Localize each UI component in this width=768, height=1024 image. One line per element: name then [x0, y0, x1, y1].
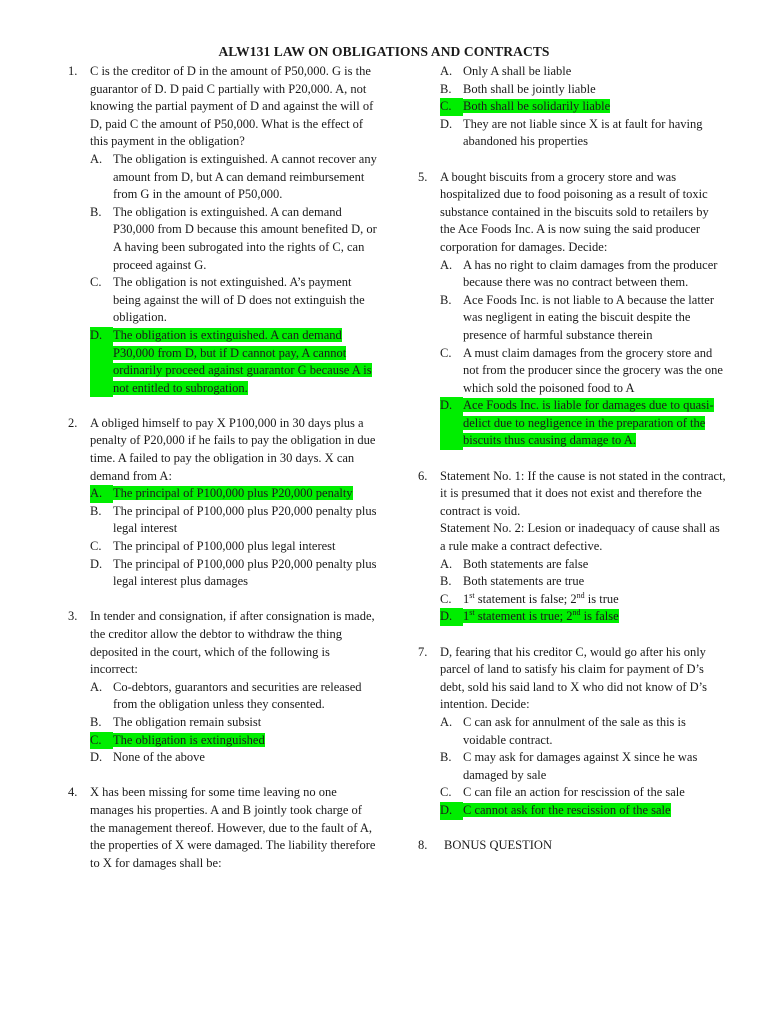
- option-a: [440, 556, 726, 574]
- option-text: The obligation remain subsist: [113, 714, 262, 729]
- option-text: C can file an action for rescission of the sale: [463, 785, 685, 800]
- option-text: [113, 732, 265, 750]
- option-d-correct: [440, 608, 726, 626]
- question-stem: C is the creditor of D in the amount of P50,000. G is the guarantor of D. D paid C partially with P20,000. A, not knowing the partial payment of D and against the will of D, paid C the amount of P50,000. What is the effect of this payment in the obligation?: [90, 64, 374, 149]
- option-text: The principal of P100,000 plus P20,000 penalty plus legal interest: [113, 503, 377, 536]
- option-d-correct: [440, 397, 726, 450]
- option-letter: D.: [90, 556, 103, 571]
- question-number: 1.: [68, 64, 78, 78]
- question-6: [418, 468, 726, 626]
- option-b: [440, 573, 726, 591]
- option-letter: C.: [440, 591, 452, 606]
- question-4: [68, 784, 378, 872]
- option-letter: B.: [440, 750, 452, 765]
- option-text: 1st statement is false; 2nd is true: [463, 590, 619, 606]
- question-number: 3.: [68, 609, 78, 624]
- option-letter: D.: [440, 802, 463, 820]
- question-3: [68, 608, 378, 766]
- option-b: [90, 714, 378, 732]
- option-letter: A.: [440, 257, 453, 272]
- question-number: 6.: [418, 468, 428, 483]
- highlighted-answer: 1st statement is true; 2nd is false: [463, 608, 619, 624]
- option-text: [113, 485, 353, 503]
- option-text: The principal of P100,000 plus P20,000 penalty plus legal interest plus damages: [113, 556, 377, 589]
- option-text: [463, 397, 726, 450]
- question-1: [68, 63, 378, 397]
- option-text: The obligation is extinguished. A can demand P30,000 from D because this amount benefited D, or A having been subrogated into the rights of C, can proceed against G.: [113, 204, 377, 272]
- option-letter: C.: [90, 539, 102, 554]
- option-letter: A.: [440, 556, 453, 571]
- option-letter: A.: [90, 679, 103, 694]
- option-c: [440, 345, 726, 398]
- option-text: [463, 98, 610, 116]
- option-d-correct: [90, 327, 378, 397]
- option-d: [90, 749, 378, 767]
- option-text: Both shall be jointly liable: [463, 81, 596, 96]
- option-c: [440, 784, 726, 802]
- highlighted-answer: The principal of P100,000 plus P20,000 penalty: [113, 486, 353, 501]
- left-column: [68, 63, 378, 872]
- option-text: Ace Foods Inc. is not liable to A because the latter was negligent in eating the biscuit despite the presence of harmful substance therein: [463, 292, 714, 342]
- option-letter: A.: [90, 485, 113, 503]
- option-b: [90, 503, 378, 538]
- option-letter: B.: [440, 81, 452, 96]
- option-text: C can ask for annulment of the sale as this is voidable contract.: [463, 714, 686, 747]
- option-letter: C.: [90, 732, 113, 750]
- option-letter: B.: [90, 204, 102, 219]
- question-number: 8.: [418, 838, 428, 853]
- question-number: 4.: [68, 785, 78, 800]
- option-letter: B.: [440, 574, 452, 589]
- option-text: Both statements are false: [463, 556, 589, 571]
- option-b: [440, 749, 726, 784]
- option-text: A must claim damages from the grocery store and not from the producer since the grocery was the one which sold the poisoned food to A: [463, 345, 723, 395]
- option-d: [440, 116, 726, 151]
- option-letter: D.: [440, 116, 453, 131]
- option-b: [440, 81, 726, 99]
- question-stem: Statement No. 1: If the cause is not stated in the contract, it is presumed that it does not exist and therefore the contract is void.: [440, 468, 726, 518]
- right-column: [418, 63, 726, 855]
- option-text: [463, 608, 619, 626]
- highlighted-answer: C cannot ask for the rescission of the sale: [463, 802, 671, 817]
- highlighted-answer: The obligation is extinguished: [113, 732, 265, 747]
- question-2: [68, 415, 378, 591]
- highlighted-answer: The obligation is extinguished. A can demand P30,000 from D, but if D cannot pay, A cannot ordinarily proceed against guarantor G because A is not entitled to subrogation.: [113, 327, 372, 395]
- question-stem: A obliged himself to pay X P100,000 in 30 days plus a penalty of P20,000 if he fails to pay the obligation in due time. A failed to pay the obligation in 30 days. X can demand from A:: [90, 415, 376, 483]
- option-letter: B.: [90, 714, 102, 729]
- option-text: Co-debtors, guarantors and securities are released from the obligation unless they consented.: [113, 679, 362, 712]
- option-letter: D.: [440, 397, 463, 450]
- option-c: [90, 538, 378, 556]
- question-4-options: [418, 63, 726, 151]
- option-text: C may ask for damages against X since he was damaged by sale: [463, 750, 698, 782]
- option-text: The obligation is extinguished. A cannot recover any amount from D, but A can demand reimbursement from G in the amount of P50,000.: [113, 151, 377, 202]
- option-letter: A.: [90, 151, 103, 166]
- option-d-correct: [440, 802, 726, 820]
- option-text: A has no right to claim damages from the producer because there was no contract between them.: [463, 257, 718, 290]
- option-letter: D.: [90, 327, 113, 397]
- option-text: [463, 802, 671, 820]
- option-letter: B.: [440, 292, 452, 307]
- option-letter: A.: [440, 714, 453, 729]
- option-text: The principal of P100,000 plus legal interest: [113, 539, 336, 554]
- question-stem: A bought biscuits from a grocery store and was hospitalized due to food poisoning as a result of toxic substance contained in the biscuits sold to retailers by the Ace Foods Inc. A is now suing the said producer corporation for damages. Decide:: [440, 169, 709, 254]
- option-a: [440, 257, 726, 292]
- highlighted-answer: Ace Foods Inc. is liable for damages due to quasi-delict due to negligence in the preparation of the biscuits thus causing damage to A.: [463, 398, 714, 448]
- option-text: Both statements are true: [463, 574, 585, 589]
- question-5: [418, 169, 726, 451]
- question-stem-2: Statement No. 2: Lesion or inadequacy of cause shall as a rule make a contract defective.: [440, 521, 720, 554]
- option-letter: D.: [90, 750, 103, 765]
- option-letter: C.: [440, 785, 452, 800]
- question-stem: X has been missing for some time leaving no one manages his properties. A and B jointly took charge of the management thereof. However, due to the fault of A, the properties of X were damaged. The liability therefore to X for damages shall be:: [90, 785, 376, 870]
- question-stem: D, fearing that his creditor C, would go after his only parcel of land to satisfy his claim for payment of D’s debt, sold his said land to X who did not know of D’s intention. Decide:: [440, 644, 708, 712]
- option-letter: C.: [90, 275, 102, 290]
- option-text: None of the above: [113, 750, 205, 765]
- option-letter: C.: [440, 98, 463, 116]
- option-d: [90, 556, 378, 591]
- option-text: [113, 327, 378, 397]
- question-number: 2.: [68, 415, 78, 430]
- option-letter: D.: [440, 608, 463, 626]
- option-b: [90, 204, 378, 274]
- option-a-correct: [90, 485, 378, 503]
- question-number: 5.: [418, 169, 428, 184]
- document-title: ALW131 LAW ON OBLIGATIONS AND CONTRACTS: [218, 44, 550, 59]
- option-c: [440, 591, 726, 609]
- question-stem: In tender and consignation, if after consignation is made, the creditor allow the debtor to withdraw the thing deposited in the court, which of the following is incorrect:: [90, 609, 375, 677]
- option-b: [440, 292, 726, 345]
- option-letter: C.: [440, 345, 452, 360]
- option-a: [440, 63, 726, 81]
- option-c: [90, 274, 378, 327]
- highlighted-answer: Both shall be solidarily liable: [463, 99, 611, 114]
- bonus-question-heading: BONUS QUESTION: [444, 838, 552, 853]
- option-text: The obligation is not extinguished. A’s payment being against the will of D does not extinguish the obligation.: [113, 275, 365, 325]
- option-letter: B.: [90, 503, 102, 518]
- question-8: [418, 837, 726, 855]
- option-letter: A.: [440, 64, 453, 78]
- option-a: [90, 151, 378, 204]
- question-number: 7.: [418, 644, 428, 659]
- option-a: [90, 679, 378, 714]
- option-a: [440, 714, 726, 749]
- option-c-correct: [440, 98, 726, 116]
- option-text: They are not liable since X is at fault for having abandoned his properties: [463, 116, 703, 149]
- option-text: Only A shall be liable: [463, 64, 572, 78]
- question-7: [418, 644, 726, 820]
- option-c-correct: [90, 732, 378, 750]
